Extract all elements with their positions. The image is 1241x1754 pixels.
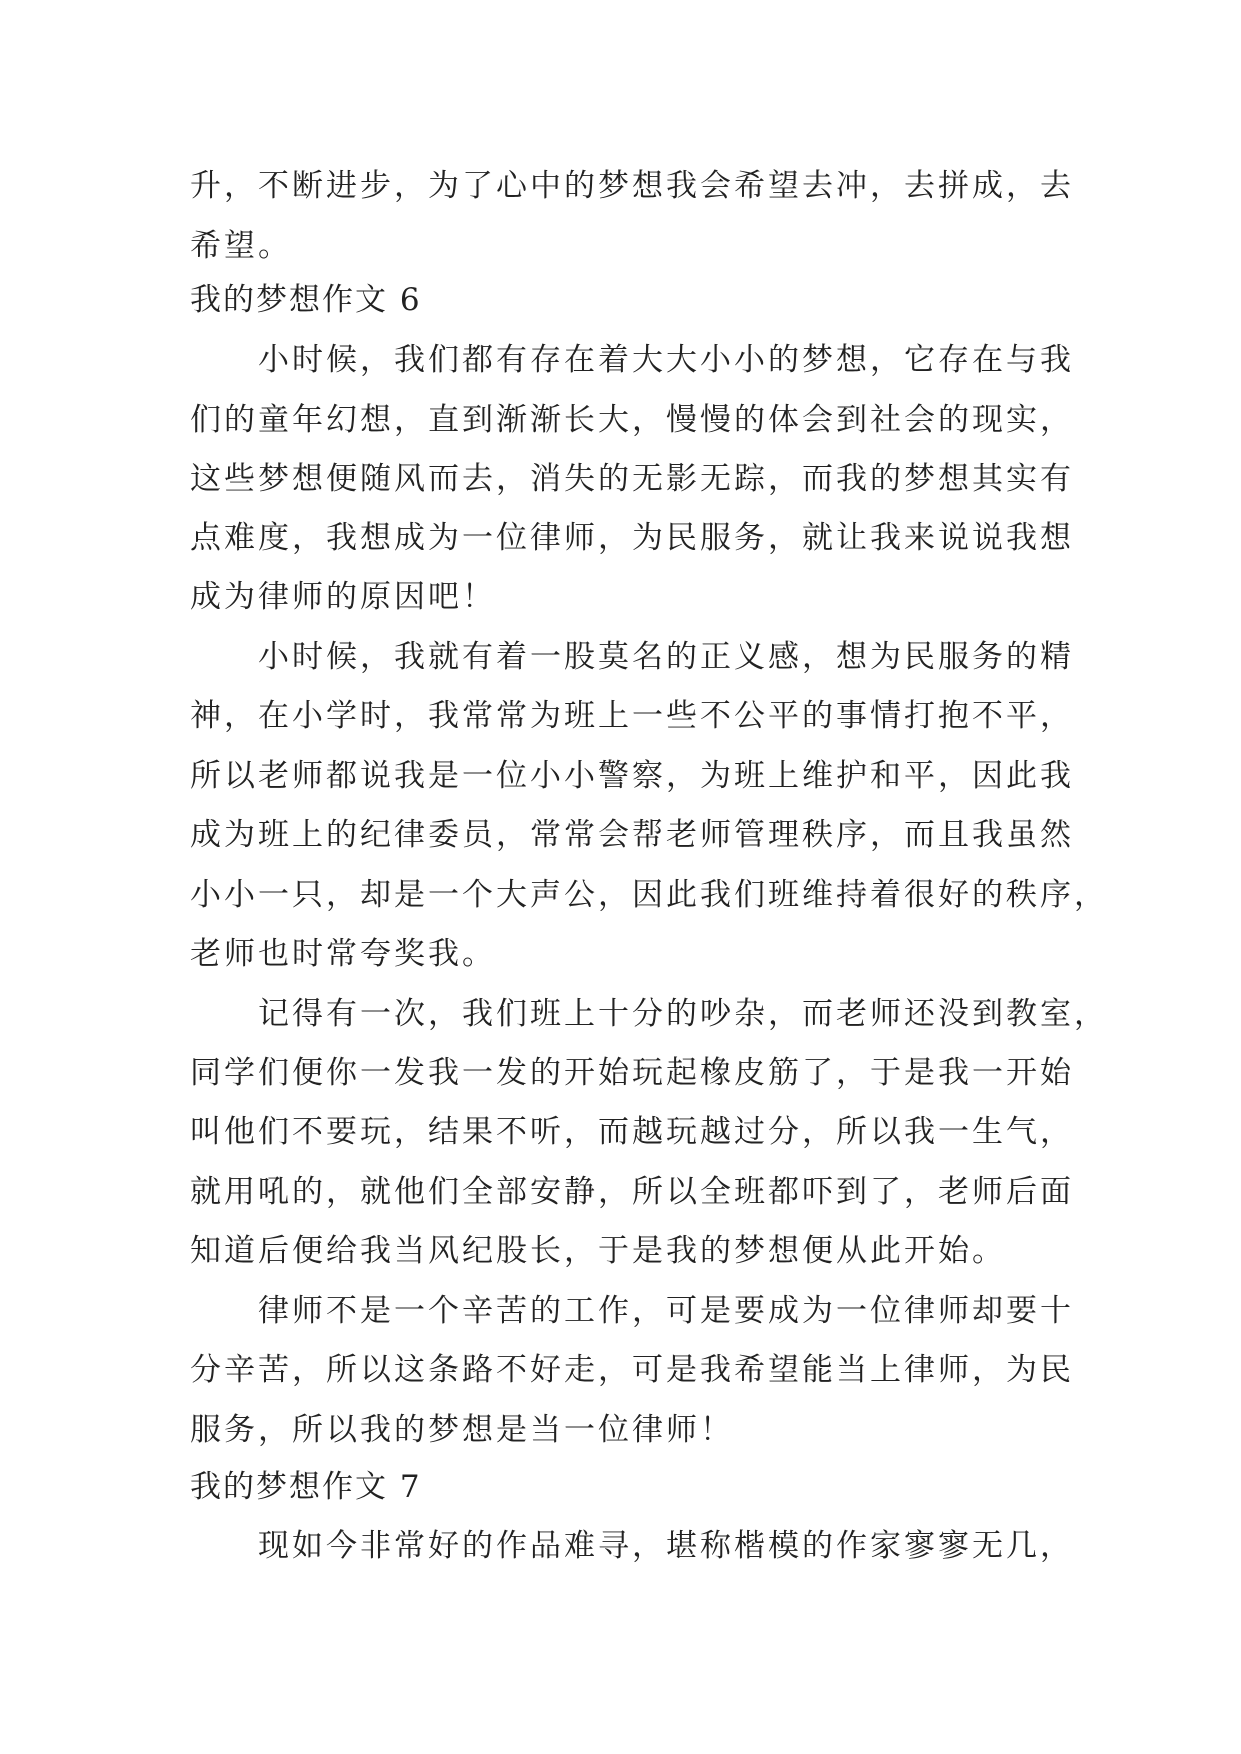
text-line: 服务，所以我的梦想是当一位律师！ xyxy=(190,1412,734,1448)
text-line: 神，在小学时，我常常为班上一些不公平的事情打抱不平， xyxy=(190,698,1074,734)
text-line: 老师也时常夸奖我。 xyxy=(190,936,496,972)
text-line: 知道后便给我当风纪股长，于是我的梦想便从此开始。 xyxy=(190,1233,1006,1269)
paragraph-first-line: 律师不是一个辛苦的工作，可是要成为一位律师却要十 xyxy=(258,1293,1074,1329)
text-line: 叫他们不要玩，结果不听，而越玩越过分，所以我一生气， xyxy=(190,1114,1074,1150)
section-heading: 我的梦想作文 7 xyxy=(190,1469,422,1505)
paragraph-first-line: 小时候，我就有着一股莫名的正义感，想为民服务的精 xyxy=(258,639,1074,675)
paragraph-first-line: 记得有一次，我们班上十分的吵杂，而老师还没到教室， xyxy=(258,996,1108,1032)
text-line: 成为律师的原因吧！ xyxy=(190,579,496,615)
text-line: 们的童年幻想，直到渐渐长大，慢慢的体会到社会的现实， xyxy=(190,402,1074,438)
section-heading: 我的梦想作文 6 xyxy=(190,282,422,318)
text-line: 点难度，我想成为一位律师，为民服务，就让我来说说我想 xyxy=(190,520,1074,556)
text-line: 升，不断进步，为了心中的梦想我会希望去冲，去拼成，去 xyxy=(190,168,1074,204)
text-line: 就用吼的，就他们全部安静，所以全班都吓到了，老师后面 xyxy=(190,1174,1074,1210)
text-line: 小小一只，却是一个大声公，因此我们班维持着很好的秩序， xyxy=(190,877,1108,913)
text-line: 希望。 xyxy=(190,228,292,264)
text-line: 所以老师都说我是一位小小警察，为班上维护和平，因此我 xyxy=(190,758,1074,794)
text-line: 成为班上的纪律委员，常常会帮老师管理秩序，而且我虽然 xyxy=(190,817,1074,853)
text-line: 分辛苦，所以这条路不好走，可是我希望能当上律师，为民 xyxy=(190,1352,1074,1388)
text-line: 同学们便你一发我一发的开始玩起橡皮筋了，于是我一开始 xyxy=(190,1055,1074,1091)
paragraph-first-line: 小时候，我们都有存在着大大小小的梦想，它存在与我 xyxy=(258,342,1074,378)
text-line: 这些梦想便随风而去，消失的无影无踪，而我的梦想其实有 xyxy=(190,461,1074,497)
paragraph-first-line: 现如今非常好的作品难寻，堪称楷模的作家寥寥无几， xyxy=(258,1528,1074,1564)
